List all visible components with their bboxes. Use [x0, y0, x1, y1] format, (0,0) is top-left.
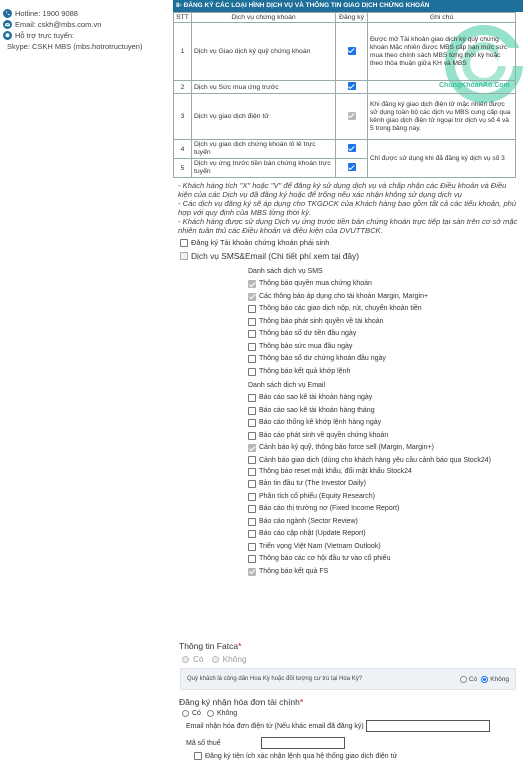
contact-info	[3, 8, 171, 52]
col-service: Dịch vụ chứng khoán	[192, 13, 336, 23]
notify-checkbox[interactable]	[194, 752, 202, 760]
row-service: Dịch vụ Giao dịch ký quỹ chứng khoán	[192, 23, 336, 81]
row-stt: 3	[174, 94, 192, 140]
sms-label: Thông báo sức mua đầu ngày	[259, 342, 353, 350]
list-item	[248, 430, 523, 443]
row-service: Dịch vụ ứng trước tiền bán chứng khoán trực tuyến	[192, 159, 336, 178]
fatca-no-radio	[212, 656, 219, 663]
sms-label: Thông báo kết quả khớp lệnh	[259, 367, 351, 375]
email-checkbox[interactable]	[248, 543, 256, 551]
fatca-q-yes-label: Có	[468, 675, 478, 683]
invoice-email-label: Email nhận hóa đơn điện tử (Nếu khác email đã đăng ký)	[186, 722, 364, 730]
list-item	[248, 316, 523, 329]
invoice-title-text: Đăng ký nhận hóa đơn tài chính	[179, 697, 300, 707]
fatca-question-box	[180, 668, 516, 690]
invoice-no-radio[interactable]	[207, 710, 214, 717]
list-item	[248, 328, 523, 341]
sms-checkbox[interactable]	[248, 368, 256, 376]
note-item: - Khách hàng tích "X" hoặc "V" để đăng ký sử dụng dịch vụ và chấp nhận các Điều khoản và Điều kiện của các Dịch vụ đã đăng ký hoặc để trống nếu xác nhận không sử dụng dịch vụ	[178, 181, 507, 199]
email-label: Báo cáo thị trường nợ (Fixed Income Report)	[259, 505, 400, 512]
sms-label: Thông báo số dư tiền đầu ngày	[259, 330, 357, 337]
email-checkbox[interactable]	[248, 518, 256, 526]
email-label: Phân tích cổ phiếu (Equity Research)	[259, 492, 375, 500]
email-row	[3, 19, 171, 30]
row-note: Chỉ được sử dụng khi đã đăng ký dịch vụ số 3	[368, 140, 516, 178]
sms-label: Dịch vụ SMS&Email (	[191, 251, 272, 261]
email-label: Cảnh báo giao dịch (dùng cho khách hàng yêu cầu cảnh báo qua Stock24)	[259, 456, 491, 464]
email-checkbox[interactable]	[248, 394, 256, 402]
list-item	[248, 553, 523, 566]
sms-label: Thông báo quyền mua chứng khoán	[259, 280, 372, 287]
sms-list-title: Danh sách dịch vụ SMS	[248, 268, 323, 275]
register-checkbox	[348, 112, 356, 120]
email-label: Thông báo các cơ hội đầu tư vào cổ phiếu	[259, 555, 391, 562]
list-item	[248, 291, 523, 304]
hotline-row	[3, 8, 171, 19]
email-checkbox[interactable]	[248, 555, 256, 563]
table-row	[174, 23, 516, 81]
email-text[interactable]: Email: cskh@mbs.com.vn	[15, 20, 102, 29]
table-header-row	[174, 13, 516, 23]
list-item	[248, 541, 523, 554]
invoice-title: Đăng ký nhận hóa đơn tài chính*	[179, 697, 304, 707]
list-item	[248, 417, 523, 430]
email-checkbox[interactable]	[248, 468, 256, 476]
email-label: Báo cáo sao kê tài khoản hàng ngày	[259, 394, 373, 401]
email-checkbox[interactable]	[248, 530, 256, 538]
invoice-yes-radio[interactable]	[182, 710, 189, 717]
notes	[178, 181, 518, 235]
email-label: Báo cáo cập nhật (Update Report)	[259, 530, 366, 537]
fatca-title: Thông tin Fatca*	[179, 641, 242, 651]
row-note: Khi đăng ký giao dịch điện tử mặc nhiên được sử dụng toàn bộ các dịch vụ MBS cung cấp qua kênh giao dịch điện tử ngoại trừ dịch vụ số 4 và 5 trong bảng này.	[368, 94, 516, 140]
main-form	[173, 0, 523, 578]
derivative-checkbox[interactable]	[180, 239, 188, 247]
email-label: Cảnh báo ký quỹ, thông báo force sell (Margin, Margin+)	[259, 444, 434, 451]
fatca-yes-radio	[182, 656, 189, 663]
support-row	[3, 30, 171, 41]
register-checkbox[interactable]	[348, 47, 356, 55]
list-item	[248, 466, 523, 479]
sms-fee-link[interactable]: Chi tiết phí xem tại đây	[271, 251, 357, 261]
sms-close: )	[356, 251, 360, 261]
row-stt: 2	[174, 81, 192, 94]
email-label: Báo cáo ngành (Sector Review)	[259, 517, 358, 525]
sms-checkbox	[180, 252, 188, 260]
sms-checkbox	[248, 293, 256, 301]
list-item	[248, 478, 523, 491]
email-label: Thông báo kết quả FS	[259, 567, 329, 575]
row-service: Dịch vụ giao dịch điện tử	[192, 94, 336, 140]
list-item	[248, 566, 523, 579]
list-item	[248, 303, 523, 316]
sms-checkbox[interactable]	[248, 355, 256, 363]
note-item: - Khách hàng được sử dụng Dịch vụ ứng trước tiền bán chứng khoán trực tiếp tại sàn trên cơ sở mặc nhiên tuân thủ các Điều khoản và điều kiện của DVUTTBCK.	[178, 217, 518, 235]
row-service: Dịch vụ Sức mua ứng trước	[192, 81, 336, 94]
sms-label: Thông báo phát sinh quyền về tài khoản	[259, 317, 384, 325]
invoice-email-input[interactable]	[366, 720, 490, 732]
invoice-radios	[182, 710, 237, 717]
table-row	[174, 140, 516, 159]
col-register: Đăng ký	[336, 13, 368, 23]
service-table	[173, 12, 516, 178]
sms-label: Thông báo các giao dịch nộp, rút, chuyển khoản tiền	[259, 305, 422, 312]
section-header: 8- ĐĂNG KÝ CÁC LOẠI HÌNH DỊCH VỤ VÀ THÔNG TIN GIAO DỊCH CHỨNG KHOÁN	[173, 0, 523, 12]
derivative-label: Đăng ký Tài khoản chứng khoán phái sinh	[191, 238, 330, 247]
email-checkbox[interactable]	[248, 480, 256, 488]
email-label: Báo cáo thống kê khớp lệnh hàng ngày	[259, 419, 382, 426]
sms-list	[248, 266, 523, 378]
email-list	[248, 380, 523, 578]
list-item	[248, 278, 523, 291]
note-item: - Các dịch vụ đăng ký sẽ áp dụng cho TKGDCK của Khách hàng bao gồm tất cả các tiểu khoản, phù hợp với quy định của MBS từng thời kỳ.	[178, 199, 517, 217]
email-label: Báo cáo sao kê tài khoản hàng tháng	[259, 406, 375, 414]
email-checkbox[interactable]	[248, 432, 256, 440]
tax-label: Mã số thuế	[186, 739, 221, 747]
fatca-radios	[182, 654, 247, 664]
table-row	[174, 81, 516, 94]
derivative-option	[180, 238, 523, 247]
email-label: Báo cáo phát sinh về quyền chứng khoán	[259, 431, 389, 439]
register-checkbox[interactable]	[348, 144, 356, 152]
list-item	[248, 353, 523, 366]
watermark-text: ChungKhoanAo.Com	[439, 82, 510, 89]
sms-option	[180, 251, 523, 261]
row-stt: 1	[174, 23, 192, 81]
list-item	[248, 442, 523, 455]
row-note: Được mở Tài khoản giao dịch ký quỹ chứng khoán Mặc nhiên được MBS cấp hạn mức sức mua theo chính sách MBS từng thời kỳ hoặc theo thỏa thuận giữa KH và MBS	[368, 23, 516, 81]
list-item	[248, 405, 523, 418]
col-stt: STT	[174, 13, 192, 23]
invoice-no-label: Không	[216, 710, 238, 717]
notify-option	[194, 752, 397, 760]
sms-label: Thông báo số dư chứng khoán đầu ngày	[259, 355, 386, 362]
list-item	[248, 366, 523, 379]
sms-checkbox[interactable]	[248, 330, 256, 338]
notify-label: Đăng ký tiện ích xác nhận lệnh qua hệ thống giao dịch điện tử	[205, 752, 398, 760]
email-checkbox[interactable]	[248, 493, 256, 501]
sms-checkbox	[248, 280, 256, 288]
email-label: Bản tin đầu tư (The Investor Daily)	[259, 480, 367, 487]
chat-icon	[3, 31, 12, 40]
fatca-yes-label: Có	[193, 654, 204, 664]
fatca-q-yes-radio[interactable]	[460, 676, 467, 683]
col-note: Ghi chú	[368, 13, 516, 23]
hotline-text: Hotline: 1900 9088	[15, 9, 78, 18]
email-list-title: Danh sách dịch vụ Email	[248, 382, 326, 389]
email-checkbox[interactable]	[248, 456, 256, 464]
email-label: Triển vọng Việt Nam (Vietnam Outlook)	[259, 542, 381, 550]
email-icon	[3, 20, 12, 29]
email-checkbox[interactable]	[248, 419, 256, 427]
list-item	[248, 516, 523, 529]
invoice-email-row	[186, 720, 490, 732]
sms-label: Các thông báo áp dụng cho tài khoản Margin, Margin+	[259, 292, 429, 300]
table-row	[174, 94, 516, 140]
register-checkbox[interactable]	[348, 82, 356, 90]
row-stt: 5	[174, 159, 192, 178]
row-note	[368, 81, 516, 94]
register-checkbox[interactable]	[348, 163, 356, 171]
fatca-q-no-radio[interactable]	[481, 676, 488, 683]
sms-checkbox[interactable]	[248, 343, 256, 351]
tax-input[interactable]	[261, 737, 345, 749]
list-item	[248, 528, 523, 541]
list-item	[248, 392, 523, 405]
fatca-question: Quý khách là công dân Hoa Kỳ hoặc đối tượng cư trú tại Hoa Kỳ?	[187, 676, 363, 682]
skype-text[interactable]: Skype: CSKH MBS (mbs.hotrotructuyen)	[7, 42, 143, 51]
list-item	[248, 455, 523, 466]
email-checkbox	[248, 568, 256, 576]
email-checkbox	[248, 444, 256, 452]
tax-row	[186, 737, 345, 749]
email-checkbox[interactable]	[248, 505, 256, 513]
sms-checkbox[interactable]	[248, 305, 256, 313]
fatca-title-text: Thông tin Fatca	[179, 641, 239, 651]
list-item	[248, 503, 523, 516]
list-item	[248, 341, 523, 354]
fatca-no-label: Không	[222, 654, 247, 664]
row-service: Dịch vụ giao dịch chứng khoán lô lẻ trực tuyến	[192, 140, 336, 159]
invoice-yes-label: Có	[192, 710, 201, 717]
phone-icon	[3, 9, 12, 18]
row-stt: 4	[174, 140, 192, 159]
fatca-q-no-label: Không	[490, 675, 509, 683]
sms-checkbox[interactable]	[248, 318, 256, 326]
email-label: Thông báo reset mật khẩu, đổi mật khẩu Stock24	[259, 467, 412, 475]
email-checkbox[interactable]	[248, 407, 256, 415]
list-item	[248, 491, 523, 504]
support-text: Hỗ trợ trực tuyến:	[15, 31, 75, 40]
